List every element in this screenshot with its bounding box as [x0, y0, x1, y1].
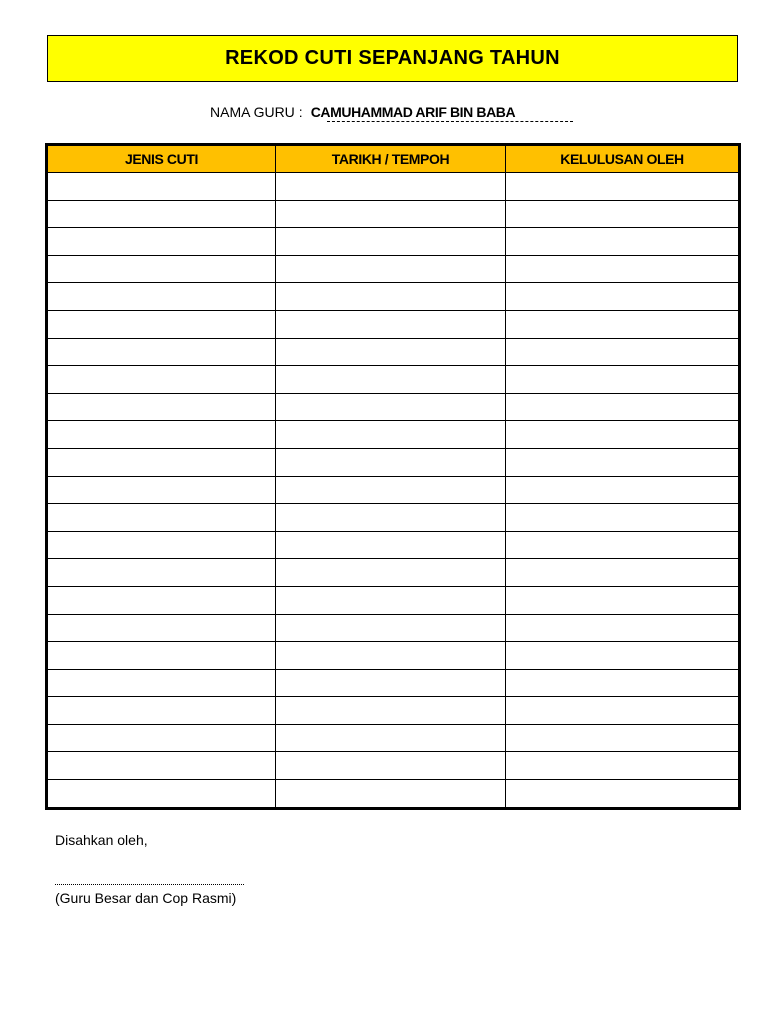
- cell-date-duration: [276, 283, 506, 311]
- table-row: [47, 448, 740, 476]
- cell-approved-by: [506, 200, 740, 228]
- table-header-row: [47, 145, 740, 173]
- cell-leave-type: [47, 173, 276, 201]
- cell-approved-by: [506, 338, 740, 366]
- cell-date-duration: [276, 173, 506, 201]
- cell-leave-type: [47, 310, 276, 338]
- cell-leave-type: [47, 724, 276, 752]
- header-approved-by: KELULUSAN OLEH: [506, 145, 740, 173]
- cell-leave-type: [47, 476, 276, 504]
- cell-date-duration: [276, 255, 506, 283]
- cell-leave-type: [47, 697, 276, 725]
- cell-approved-by: [506, 283, 740, 311]
- cell-approved-by: [506, 642, 740, 670]
- cell-date-duration: [276, 476, 506, 504]
- table-row: [47, 559, 740, 587]
- table-row: [47, 504, 740, 532]
- table-row: [47, 228, 740, 256]
- table-row: [47, 476, 740, 504]
- cell-approved-by: [506, 724, 740, 752]
- cell-approved-by: [506, 476, 740, 504]
- table-row: [47, 642, 740, 670]
- table-row: [47, 669, 740, 697]
- cell-leave-type: [47, 255, 276, 283]
- document-title: REKOD CUTI SEPANJANG TAHUN: [225, 47, 560, 69]
- table-row: [47, 173, 740, 201]
- signature-caption: (Guru Besar dan Cop Rasmi): [55, 890, 237, 906]
- cell-date-duration: [276, 780, 506, 809]
- cell-date-duration: [276, 642, 506, 670]
- cell-approved-by: [506, 173, 740, 201]
- cell-approved-by: [506, 559, 740, 587]
- table-row: [47, 531, 740, 559]
- teacher-name-label: NAMA GURU: [210, 104, 295, 120]
- cell-approved-by: [506, 697, 740, 725]
- cell-date-duration: [276, 531, 506, 559]
- table-row: [47, 780, 740, 809]
- cell-date-duration: [276, 421, 506, 449]
- table-body: [47, 173, 740, 809]
- cell-date-duration: [276, 669, 506, 697]
- cell-approved-by: [506, 366, 740, 394]
- cell-approved-by: [506, 448, 740, 476]
- cell-date-duration: [276, 228, 506, 256]
- cell-leave-type: [47, 366, 276, 394]
- table-row: [47, 338, 740, 366]
- cell-leave-type: [47, 448, 276, 476]
- cell-leave-type: [47, 421, 276, 449]
- cell-leave-type: [47, 559, 276, 587]
- cell-leave-type: [47, 283, 276, 311]
- cell-approved-by: [506, 504, 740, 532]
- table-row: [47, 724, 740, 752]
- cell-date-duration: [276, 366, 506, 394]
- cell-leave-type: [47, 780, 276, 809]
- cell-leave-type: [47, 752, 276, 780]
- cell-leave-type: [47, 504, 276, 532]
- cell-date-duration: [276, 752, 506, 780]
- cell-approved-by: [506, 752, 740, 780]
- cell-date-duration: [276, 200, 506, 228]
- table-row: [47, 697, 740, 725]
- cell-date-duration: [276, 338, 506, 366]
- table-row: [47, 752, 740, 780]
- teacher-name-line: [210, 104, 573, 124]
- table-row: [47, 255, 740, 283]
- cell-approved-by: [506, 255, 740, 283]
- cell-leave-type: [47, 531, 276, 559]
- teacher-name-dashed-underline: [327, 121, 573, 122]
- table-row: [47, 310, 740, 338]
- cell-date-duration: [276, 614, 506, 642]
- cell-approved-by: [506, 586, 740, 614]
- cell-approved-by: [506, 531, 740, 559]
- cell-date-duration: [276, 559, 506, 587]
- cell-date-duration: [276, 697, 506, 725]
- cell-leave-type: [47, 200, 276, 228]
- cell-leave-type: [47, 338, 276, 366]
- cell-approved-by: [506, 310, 740, 338]
- teacher-name-field: [311, 104, 573, 120]
- table-row: [47, 421, 740, 449]
- cell-leave-type: [47, 669, 276, 697]
- cell-approved-by: [506, 421, 740, 449]
- cell-leave-type: [47, 614, 276, 642]
- leave-record-table: [45, 143, 741, 810]
- cell-approved-by: [506, 393, 740, 421]
- table-row: [47, 366, 740, 394]
- cell-approved-by: [506, 228, 740, 256]
- cell-date-duration: [276, 586, 506, 614]
- teacher-name-colon: :: [298, 104, 303, 120]
- cell-date-duration: [276, 310, 506, 338]
- table-row: [47, 283, 740, 311]
- confirmed-by-label: Disahkan oleh,: [55, 832, 148, 848]
- table-row: [47, 586, 740, 614]
- table-row: [47, 393, 740, 421]
- cell-approved-by: [506, 614, 740, 642]
- cell-leave-type: [47, 393, 276, 421]
- table-row: [47, 200, 740, 228]
- cell-date-duration: [276, 724, 506, 752]
- cell-date-duration: [276, 448, 506, 476]
- cell-approved-by: [506, 669, 740, 697]
- cell-leave-type: [47, 586, 276, 614]
- teacher-name-value: CAMUHAMMAD ARIF BIN BABA: [310, 104, 516, 120]
- header-leave-type: JENIS CUTI: [47, 145, 276, 173]
- cell-date-duration: [276, 504, 506, 532]
- title-banner: [47, 35, 738, 82]
- cell-leave-type: [47, 228, 276, 256]
- signature-dotted-line: [55, 884, 244, 885]
- cell-date-duration: [276, 393, 506, 421]
- table-row: [47, 614, 740, 642]
- header-date-duration: TARIKH / TEMPOH: [276, 145, 506, 173]
- cell-approved-by: [506, 780, 740, 809]
- cell-leave-type: [47, 642, 276, 670]
